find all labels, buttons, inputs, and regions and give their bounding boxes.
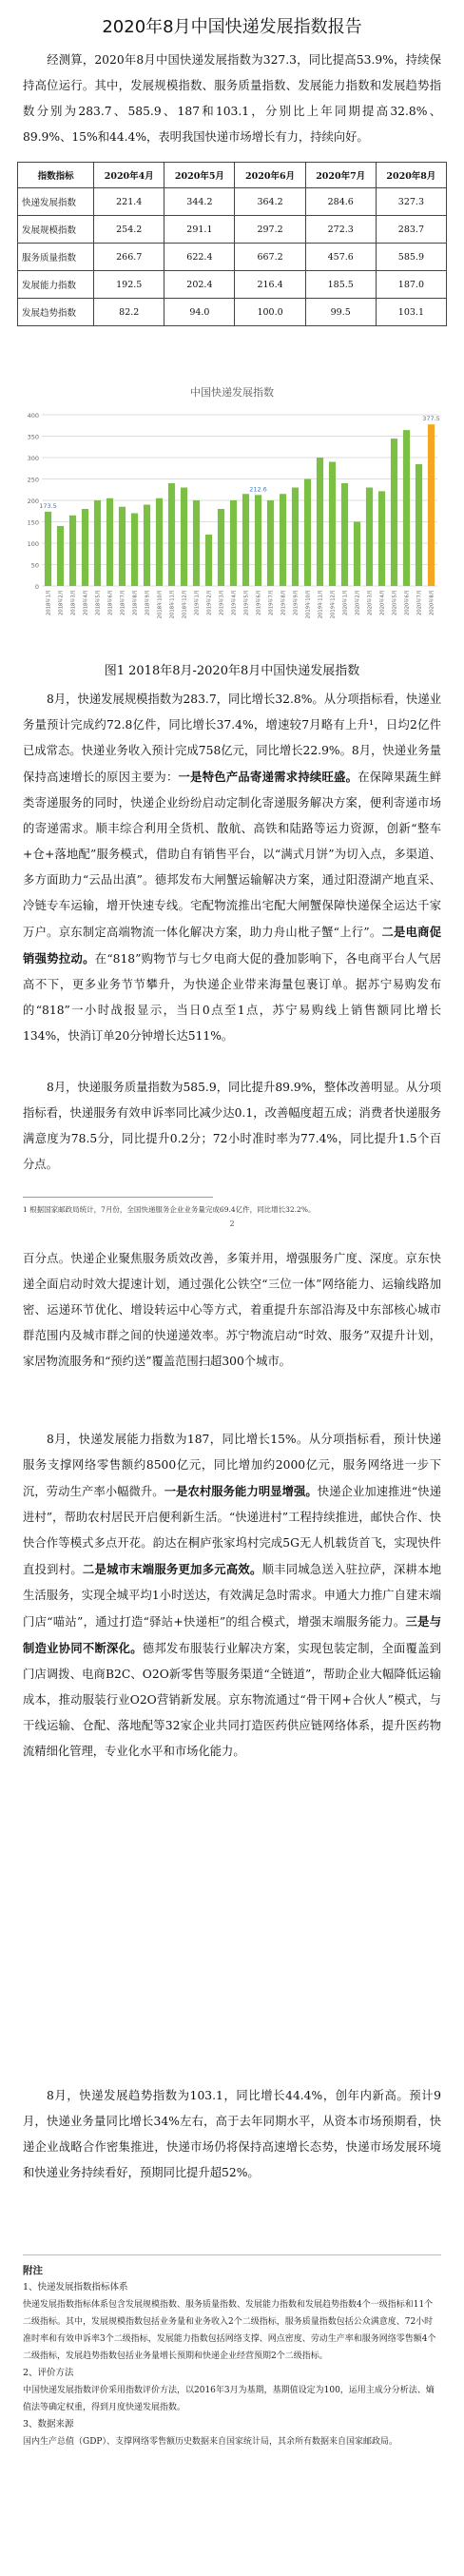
table-cell: 291.1 [164,216,235,244]
y-tick-label: 200 [27,498,39,505]
chart-bar [391,439,397,586]
chart-bar [242,494,249,586]
y-tick-label: 350 [27,433,39,441]
y-tick-label: 250 [27,476,39,484]
chart-bar [255,495,261,586]
page-number: 2 [229,1220,235,1228]
table-cell: 283.7 [376,216,446,244]
table-header-cell: 2020年4月 [94,163,164,188]
x-tick-label: 2020年2月 [355,590,361,615]
chart-bar [181,488,187,587]
notes-divider [23,2254,441,2255]
x-tick-label: 2019年9月 [293,590,300,615]
x-tick-label: 2019年2月 [206,590,213,615]
table-header-cell: 2020年6月 [235,163,305,188]
intro-paragraph: 经测算，2020年8月中国快递发展指数为327.3，同比提高53.9%，持续保持高位运行。其中，发展规模指数、服务质量指数、发展能力指数和发展趋势指数分别为283.7、585.9、187和103.1，分别比上年同期提高32.8%、89.9%、15%和44.4%，表明我国快递市场增长有力，持续向好。 [23,53,441,144]
highlight-text: 一是农村服务能力明显增强。 [164,1484,318,1498]
x-tick-label: 2020年1月 [342,590,349,615]
chart-bar [292,488,299,587]
x-tick-label: 2018年10月 [157,590,164,619]
row-label: 发展趋势指数 [18,299,94,326]
chart-title: 中国快递发展指数 [190,386,274,399]
row-label: 服务质量指数 [18,244,94,271]
table-cell: 585.9 [376,244,446,271]
x-tick-label: 2020年3月 [367,590,374,615]
notes-section [23,2262,441,2450]
table-row [18,188,447,216]
chart-bar [416,464,422,586]
data-label: 212.6 [249,485,267,494]
table-cell: 364.2 [235,188,305,216]
table-cell: 272.3 [305,216,376,244]
table-cell: 221.4 [94,188,164,216]
y-tick-label: 50 [30,561,39,570]
x-tick-label: 2018年6月 [107,590,114,615]
table-cell: 99.5 [305,299,376,326]
table-header-cell: 2020年8月 [376,163,446,188]
table-cell: 216.4 [235,271,305,299]
chart-bar [131,514,138,587]
chart-bar [317,458,323,586]
table-cell: 254.2 [94,216,164,244]
chart-bar [428,424,435,586]
chart-bar [280,494,286,586]
notes-heading: 附注 [23,2265,43,2276]
y-tick-label: 150 [27,518,39,527]
table-cell: 667.2 [235,244,305,271]
chart-bar [106,498,113,586]
table-cell: 94.0 [164,299,235,326]
row-label: 发展能力指数 [18,271,94,299]
chart-bar [304,479,311,587]
data-label: 377.5 [422,415,440,423]
footnote: 1 根据国家邮政局统计，7月份，全国快递服务企业业务量完成69.4亿件，同比增长32.2%。 [23,1205,316,1214]
footnote-divider [23,1197,213,1198]
chart-bar [267,500,274,586]
table-cell: 82.2 [94,299,164,326]
x-tick-label: 2018年4月 [83,590,89,615]
x-tick-label: 2020年7月 [416,590,423,615]
note-text: 快递发展指数指标体系包含发展规模指数、服务质量指数、发展能力指数和发展趋势指数4个一级指标和11个二级指标。其中，发展规模指数包括业务量和业务收入2个二级指标，服务质量指数包括公众满意度、72小时准时率和有效申诉率3个二级指标，发展能力指数包括网络支撑、网点密度、劳动生产率和服务网络零售额4个二级指标，发展趋势指数包括业务量增长预期和快递企业经营预期2个二级指标。 [23,2300,436,2361]
table-cell: 266.7 [94,244,164,271]
chart-bar [193,500,200,586]
chart-bar [230,500,237,586]
row-label: 发展规模指数 [18,216,94,244]
table-cell: 187.0 [376,271,446,299]
y-tick-label: 400 [27,412,39,420]
scale-paragraph: 8月，快递发展规模指数为283.7，同比增长32.8%。从分项指标看，快递业务量预计完成约72.8亿件，同比增长37.4%，增速较7月略有上升¹，日均2亿件已成常态。快递业务收入预计完成758亿元，同比增长22.9%。8月，快递业务量保持高速增长的原因主要为：一是特色产品寄递需求持续旺盛。在保障果蔬生鲜类寄递服务的同时，快递企业纷纷启动定制化寄递服务解决方案，便利寄递市场的寄递需求。顺丰综合利用全货机、散航、高铁和陆路等运力资源，创新“整车+仓+落地配”服务模式，借助自有销售平台，以“满式月饼”为切入点，多渠道、多方面助力“云品出滇”。德邦发布大闸蟹运输解决方案，通过阳澄湖产地直采、冷链专车运输，增开快速专线。宅配物流推出宅配大闸蟹保障快递保全运达千家万户。京东制定高端物流一体化解决方案，助力舟山枇子蟹“上行”。二是电商促销强势拉动。在“818”购物节与七夕电商大促的叠加影响下，各电商平台人气居高不下，更多业务节节攀升，为快递企业带来海量包裹订单。据苏宁易购发布的“818”一小时战报显示，当日0点至1点，苏宁易购线上销售额同比增长134%，快消订单20分钟增长达511%。 [23,693,441,1043]
table-cell: 622.4 [164,244,235,271]
row-label: 快递发展指数 [18,188,94,216]
table-cell: 284.6 [305,188,376,216]
table-header-cell: 2020年7月 [305,163,376,188]
x-tick-label: 2020年5月 [392,590,398,615]
table-cell: 202.4 [164,271,235,299]
index-table [17,162,447,326]
x-tick-label: 2019年5月 [243,590,250,615]
highlight-text: 三是与制造业协同不断深化。 [23,1614,441,1655]
table-cell: 457.6 [305,244,376,271]
chart-bar [329,462,336,587]
table-row [18,271,447,299]
x-tick-label: 2018年5月 [95,590,102,615]
quality-paragraph: 8月，快递服务质量指数为585.9，同比提升89.9%，整体改善明显。从分项指标看，快递服务有效申诉率同比减少达0.1，改善幅度超五成；消费者快递服务满意度为78.5分，同比提升0.2分；72小时准时率为77.4%，同比提升1.5个百分点。 [23,1081,441,1171]
table-cell: 103.1 [376,299,446,326]
chart-bar [144,505,150,587]
chart-bar [94,500,101,586]
chart-bar [82,509,88,586]
chart-bar [119,507,126,586]
chart-bar [378,491,385,586]
table-row [18,216,447,244]
trend-paragraph: 8月，快递发展趋势指数为103.1，同比增长44.4%，创年内新高。预计9月，快递业务量同比增长34%左右，高于去年同期水平，从资本市场预期看，快递企业战略合作密集推进，快递市场仍将保持高速增长态势，快递市场发展环境和快递业务持续看好，预期同比提升超52%。 [23,2089,441,2179]
x-tick-label: 2018年7月 [120,590,126,615]
x-tick-label: 2018年1月 [46,590,52,615]
chart-bar [403,430,410,586]
chart-bar [168,483,175,586]
x-tick-label: 2018年11月 [169,590,176,619]
chart-bar [218,509,224,586]
table-cell: 297.2 [235,216,305,244]
figure-caption: 图1 2018年8月-2020年8月中国快递发展指数 [104,664,360,678]
x-tick-label: 2020年4月 [379,590,386,615]
x-tick-label: 2018年3月 [70,590,77,615]
x-tick-label: 2019年3月 [219,590,225,615]
table-cell: 185.5 [305,271,376,299]
y-tick-label: 300 [27,455,39,462]
x-tick-label: 2018年12月 [182,590,188,619]
table-header-cell: 2020年5月 [164,163,235,188]
note-title: 3、数据来源 [23,2419,74,2430]
x-tick-label: 2019年11月 [318,590,324,619]
index-chart [19,381,445,654]
chart-bar [366,488,373,587]
table-row [18,244,447,271]
x-tick-label: 2020年6月 [404,590,411,615]
x-tick-label: 2019年1月 [194,590,201,615]
table-cell: 344.2 [164,188,235,216]
chart-svg [19,381,445,654]
chart-bar [341,483,348,586]
report-title: 2020年8月中国快递发展指数报告 [102,17,362,37]
table-row [18,299,447,326]
chart-bar [156,498,163,586]
table-header-cell: 指数指标 [18,163,94,188]
x-tick-label: 2018年8月 [132,590,139,615]
chart-bar [205,535,212,586]
x-tick-label: 2019年6月 [256,590,262,615]
note-text: 中国快递发展指数评价采用指数评价方法，以2016年3月为基期，基期值设定为100，运用主成分分析法、熵值法等确定权重，得到月度快递发展指数。 [23,2386,435,2412]
x-tick-label: 2019年7月 [268,590,275,615]
table-cell: 100.0 [235,299,305,326]
chart-bar [45,512,51,586]
quality-paragraph-continued: 百分点。快递企业聚焦服务质效改善，多策并用，增强服务广度、深度。京东快递全面启动时效大提速计划，通过强化公铁空“三位一体”网络能力、运输线路加密、运递环节优化、增设转运中心等方式，着重提升东部沿海及中东部核心城市群范围内及城市群之间的快递递效率。苏宁物流启动“时效、服务”双提升计划，家居物流服务和“预约送”覆盖范围扫超300个城市。 [23,1252,441,1368]
y-tick-label: 0 [34,583,39,591]
x-tick-label: 2018年9月 [145,590,151,615]
capability-paragraph: 8月，快递发展能力指数为187，同比增长15%。从分项指标看，预计快递服务支撑网络零售额约8500亿元，同比增加约2000亿元，服务网络进一步下沉，劳动生产率小幅微升。一是农村服务能力明显增强。快递企业加速推进“快递进村”，帮助农村居民开启便利新生活。“快递进村”工程持续推进，邮快合作、快快合作等模式多点开花。韵达在桐庐张家坞村完成5G无人机载货首飞，实现快件直投到村。二是城市末端服务更加多元高效。顺丰同城急送入驻拉萨，深耕本地生活服务，实现全城平均1小时送达，有效满足急时需求。申通大力推广自建末端门店“喵站”，通过打造“驿站+快递柜”的组合模式，增强末端服务能力。三是与制造业协同不断深化。德邦发布服装行业解决方案，实现包装定制，全面覆盖到门店调拨、电商B2C、O2O新零售等服务渠道“全链道”，帮助企业大幅降低运输成本，推动服装行业O2O营销新发展。京东物流通过“骨干网+合伙人”模式，与干线运输、仓配、落地配等32家企业共同打造医药供应链网络体系，提升医药物流精细化管理，专业化水平和市场化能力。 [23,1433,441,1758]
highlight-text: 二是城市末端服务更加多元高效。 [82,1562,262,1576]
chart-bar [57,526,64,586]
highlight-text: 二是电商促销强势拉动。 [23,925,441,966]
highlight-text: 一是特色产品寄递需求持续旺盛。 [178,770,358,784]
x-tick-label: 2019年4月 [231,590,238,615]
y-tick-label: 100 [27,540,39,548]
x-tick-label: 2019年10月 [305,590,312,619]
x-tick-label: 2019年8月 [280,590,287,615]
x-tick-label: 2020年8月 [429,590,435,615]
data-label: 173.5 [39,501,57,510]
note-title: 1、快递发展指数指标体系 [23,2282,128,2293]
note-text: 国内生产总值（GDP）、支撑网络零售额历史数据来自国家统计局，其余所有数据来自国家邮政局。 [23,2437,397,2447]
note-title: 2、评价方法 [23,2368,74,2378]
x-tick-label: 2019年12月 [330,590,337,619]
table-cell: 327.3 [376,188,446,216]
table-header-row [18,163,447,188]
table-cell: 192.5 [94,271,164,299]
x-tick-label: 2018年2月 [58,590,65,615]
chart-bar [354,522,360,587]
chart-bar [69,516,76,586]
